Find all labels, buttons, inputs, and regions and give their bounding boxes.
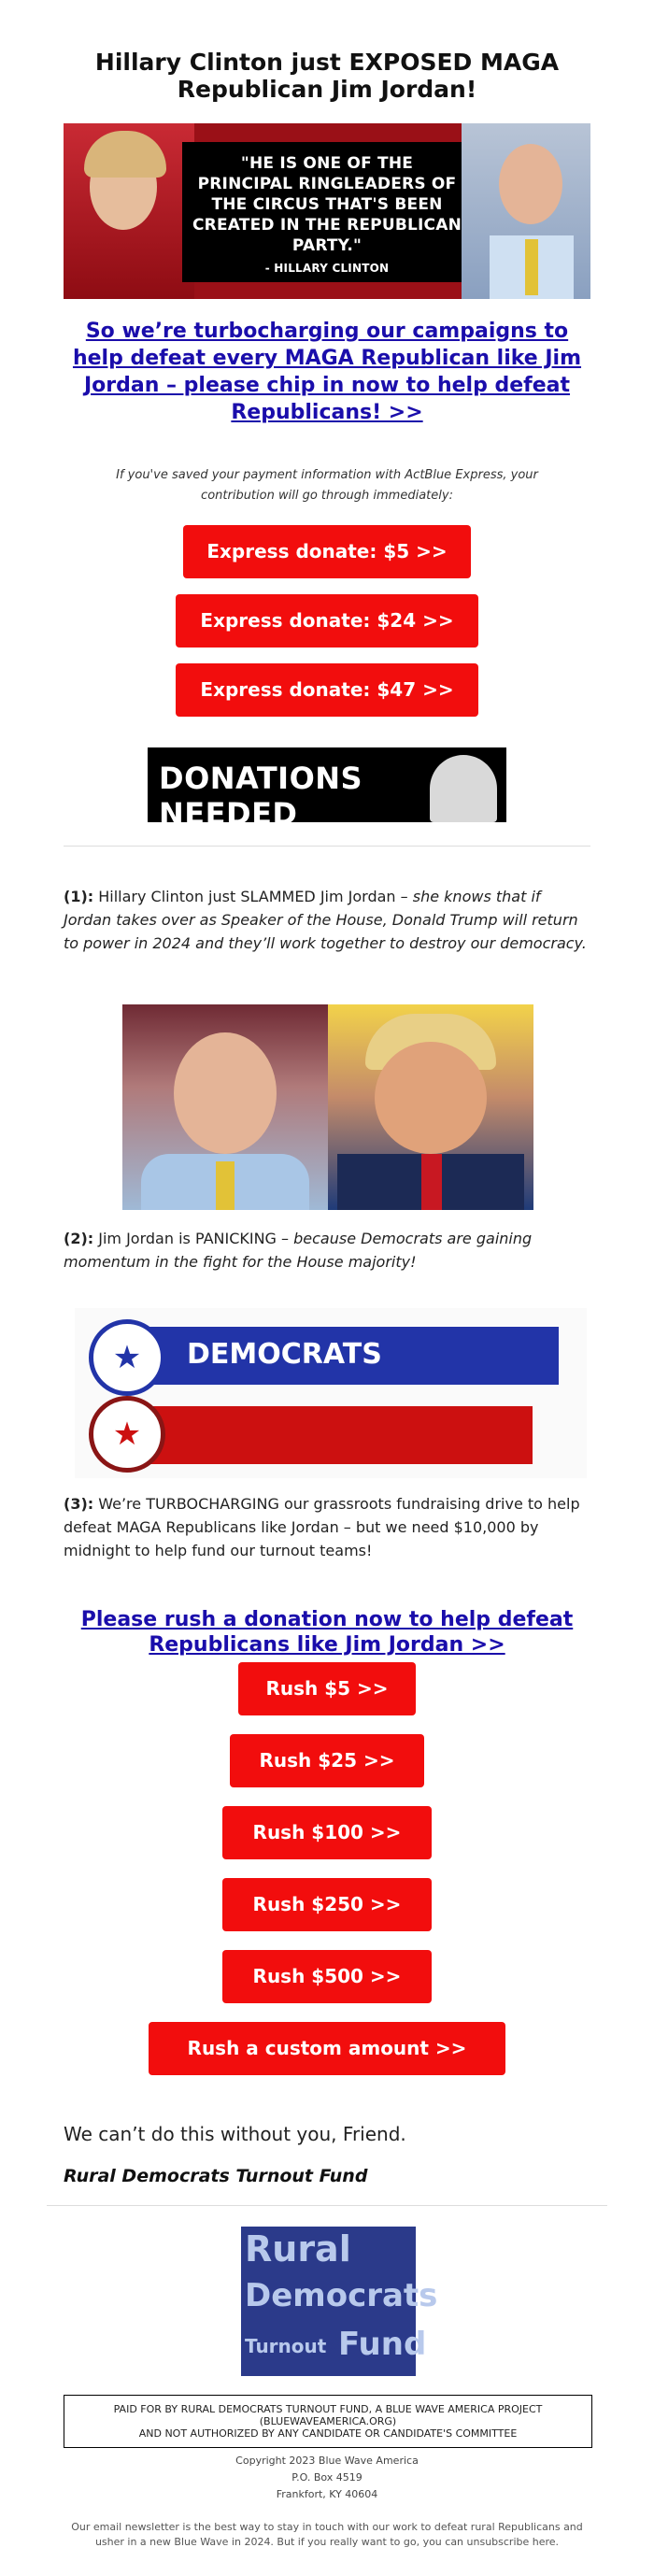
jim-jordan-banner-photo <box>430 755 497 822</box>
rush-custom-amount-button[interactable]: Rush a custom amount >> <box>149 2022 505 2075</box>
paid-for-line-1: PAID FOR BY RURAL DEMOCRATS TURNOUT FUND, A BLUE WAVE AMERICA PROJECT <box>113 2403 543 2415</box>
closing-line: We can’t do this without you, Friend. <box>64 2123 406 2145</box>
express-donate-24-button[interactable]: Express donate: $24 >> <box>176 594 478 648</box>
donald-trump-photo <box>328 1004 533 1210</box>
democrats-label: DEMOCRATS <box>187 1338 382 1371</box>
hero-quote-attribution: - HILLARY CLINTON <box>264 262 390 275</box>
party-momentum-graphic <box>75 1308 587 1478</box>
logo-line-2: Democrats <box>245 2277 438 2314</box>
paid-for-line-2: (BLUEWAVEAMERICA.ORG) <box>259 2415 397 2427</box>
rush-500-button[interactable]: Rush $500 >> <box>222 1950 432 2003</box>
paragraph-3-text: We’re TURBOCHARGING our grassroots fundraising drive to help defeat MAGA Republicans like Jordan – but we need $10,000 by midnight to help fund our turnout teams! <box>64 1495 580 1559</box>
paragraph-2-text: Jim Jordan is PANICKING – <box>93 1230 294 1247</box>
jim-jordan-photo-2 <box>122 1004 328 1210</box>
intro-donate-link[interactable]: So we’re turbocharging our campaigns to help defeat every MAGA Republican like Jim Jordan – please chip in now to help defeat Republicans! >> <box>72 320 582 424</box>
paragraph-2 <box>64 1227 592 1274</box>
donkey-icon: ★ <box>89 1319 165 1396</box>
footer-po-box: P.O. Box 4519 <box>291 2471 363 2483</box>
paragraph-3 <box>64 1492 592 1562</box>
elephant-icon: ★ <box>89 1396 165 1473</box>
hillary-clinton-photo <box>64 123 194 299</box>
paid-for-disclaimer <box>64 2395 592 2448</box>
jordan-trump-photos <box>122 1004 533 1210</box>
rural-democrats-logo[interactable] <box>241 2227 438 2376</box>
footer-copyright: Copyright 2023 Blue Wave America <box>235 2455 419 2467</box>
divider <box>64 846 590 847</box>
banner-text: DONATIONS NEEDED <box>159 761 363 832</box>
paragraph-3-number: (3): <box>64 1495 94 1513</box>
republicans-bar <box>149 1406 533 1464</box>
logo-line-3b: Fund <box>338 2326 427 2363</box>
hero-image[interactable] <box>64 123 590 299</box>
paragraph-1 <box>64 885 592 955</box>
jim-jordan-photo <box>462 123 590 299</box>
rush-donate-link[interactable]: Please rush a donation now to help defeat Republicans like Jim Jordan >> <box>80 1608 574 1657</box>
logo-line-1: Rural <box>245 2228 351 2270</box>
rush-5-button[interactable]: Rush $5 >> <box>238 1662 416 1715</box>
paragraph-1-number: (1): <box>64 888 94 905</box>
democrats-bar <box>149 1327 559 1385</box>
paragraph-2-italic: because Democrats are gaining momentum in the fight for the House majority! <box>64 1230 533 1271</box>
express-donate-47-button[interactable]: Express donate: $47 >> <box>176 663 478 717</box>
hero-quote: "HE IS ONE OF THE PRINCIPAL RINGLEADERS OF THE CIRCUS THAT'S BEEN CREATED IN THE REPUBLICAN PARTY." <box>192 154 462 255</box>
rush-250-button[interactable]: Rush $250 >> <box>222 1878 432 1931</box>
headline: Hillary Clinton just EXPOSED MAGA Republican Jim Jordan! <box>94 49 560 103</box>
express-note: If you've saved your payment information with ActBlue Express, your contribution will go through immediately: <box>116 468 538 503</box>
quote-box <box>182 142 472 282</box>
logo-line-3a: Turnout <box>245 2335 327 2357</box>
paragraph-1-italic: she knows that if Jordan takes over as Speaker of the House, Donald Trump will return to power in 2024 and they’ll work together to destroy our democracy. <box>64 888 587 952</box>
footer-unsubscribe-note[interactable]: Our email newsletter is the best way to stay in touch with our work to defeat rural Republicans and usher in a new Blue Wave in 2024. But if you really want to go, you can unsubscribe here. <box>71 2521 583 2548</box>
signature: Rural Democrats Turnout Fund <box>64 2166 368 2186</box>
footer-city: Frankfort, KY 40604 <box>276 2488 378 2500</box>
rush-100-button[interactable]: Rush $100 >> <box>222 1806 432 1859</box>
divider <box>47 2205 607 2206</box>
donations-needed-banner[interactable] <box>148 747 506 832</box>
rush-25-button[interactable]: Rush $25 >> <box>230 1734 424 1787</box>
paragraph-2-number: (2): <box>64 1230 94 1247</box>
paid-for-line-3: AND NOT AUTHORIZED BY ANY CANDIDATE OR CANDIDATE'S COMMITTEE <box>138 2427 518 2440</box>
paragraph-1-text: Hillary Clinton just SLAMMED Jim Jordan – <box>93 888 413 905</box>
express-donate-5-button[interactable]: Express donate: $5 >> <box>183 525 471 578</box>
